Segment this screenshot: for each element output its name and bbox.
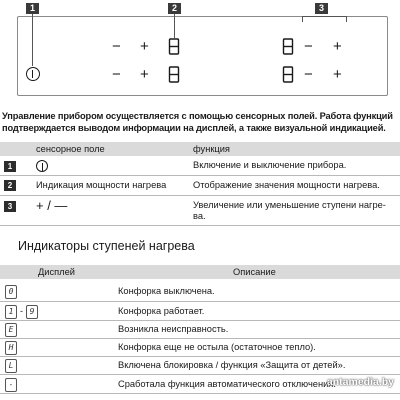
row-number-badge: 2 — [4, 180, 16, 191]
table1-header-field: сенсорное поле — [36, 144, 105, 154]
display-symbol: H — [5, 341, 17, 355]
divider — [0, 374, 400, 375]
plus-touch-field[interactable]: + — [140, 38, 149, 55]
callout-2-leader — [174, 14, 175, 38]
minus-touch-field[interactable]: − — [112, 38, 121, 55]
table2-header-display: Дисплей — [38, 267, 75, 277]
table1-field-2: Индикация мощности нагрева — [36, 180, 167, 190]
table2-desc: Включена блокировка / функция «Защита от детей». — [118, 360, 346, 370]
range-separator: - — [20, 306, 23, 316]
display-symbol: - — [5, 378, 17, 392]
heat-level-display-3 — [168, 66, 180, 83]
control-panel — [17, 16, 388, 96]
callout-1-leader — [32, 14, 33, 66]
table2-header-description: Описание — [233, 267, 276, 277]
row-number-badge: 1 — [4, 161, 16, 172]
divider — [0, 338, 400, 339]
power-icon[interactable] — [26, 67, 40, 81]
table2-desc: Конфорка работает. — [118, 306, 205, 316]
table2-desc: Возникла неисправность. — [118, 324, 229, 334]
callout-3-bracket — [302, 16, 347, 17]
heat-level-display-1 — [168, 38, 180, 55]
display-symbol: 1 — [5, 305, 17, 319]
section-title: Индикаторы ступеней нагрева — [18, 239, 195, 253]
table2-desc: Конфорка выключена. — [118, 286, 215, 296]
callout-3: 3 — [315, 3, 328, 14]
divider — [0, 195, 400, 196]
table1-header-function: функция — [193, 144, 230, 154]
row-number-badge: 3 — [4, 201, 16, 212]
display-symbol: E — [5, 323, 17, 337]
callout-1: 1 — [26, 3, 39, 14]
minus-touch-field[interactable]: − — [304, 38, 313, 55]
table1-func-2: Отображение значения мощности нагрева. — [193, 180, 380, 190]
table1-field-3: + / — — [36, 198, 68, 213]
table1-func-1: Включение и выключение прибора. — [193, 160, 347, 170]
table2-desc: Сработала функция автоматического отключения. — [118, 379, 336, 389]
display-symbol: 9 — [26, 305, 38, 319]
intro-paragraph: Управление прибором осуществляется с помощью сенсорных полей. Работа функций подтверждается выводом информации на дисплей, а также визуальной индикацией. — [2, 111, 393, 133]
divider — [0, 175, 400, 176]
display-symbol: 0 — [5, 285, 17, 299]
callout-2: 2 — [168, 3, 181, 14]
power-icon — [36, 160, 48, 172]
table2-desc: Конфорка еще не остыла (остаточное тепло). — [118, 342, 316, 352]
divider — [0, 356, 400, 357]
watermark: antamedia.by — [326, 376, 394, 388]
divider — [0, 320, 400, 321]
minus-touch-field[interactable]: − — [304, 66, 313, 83]
minus-touch-field[interactable]: − — [112, 66, 121, 83]
display-symbol: L — [5, 359, 17, 373]
plus-touch-field[interactable]: + — [333, 66, 342, 83]
plus-touch-field[interactable]: + — [333, 38, 342, 55]
divider — [0, 393, 400, 394]
heat-level-display-2 — [282, 38, 294, 55]
table1-func-3: Увеличение или уменьшение ступени нагре- — [193, 200, 386, 210]
divider — [0, 225, 400, 226]
divider — [0, 301, 400, 302]
table1-func-3-cont: ва. — [193, 211, 206, 221]
heat-level-display-4 — [282, 66, 294, 83]
plus-touch-field[interactable]: + — [140, 66, 149, 83]
